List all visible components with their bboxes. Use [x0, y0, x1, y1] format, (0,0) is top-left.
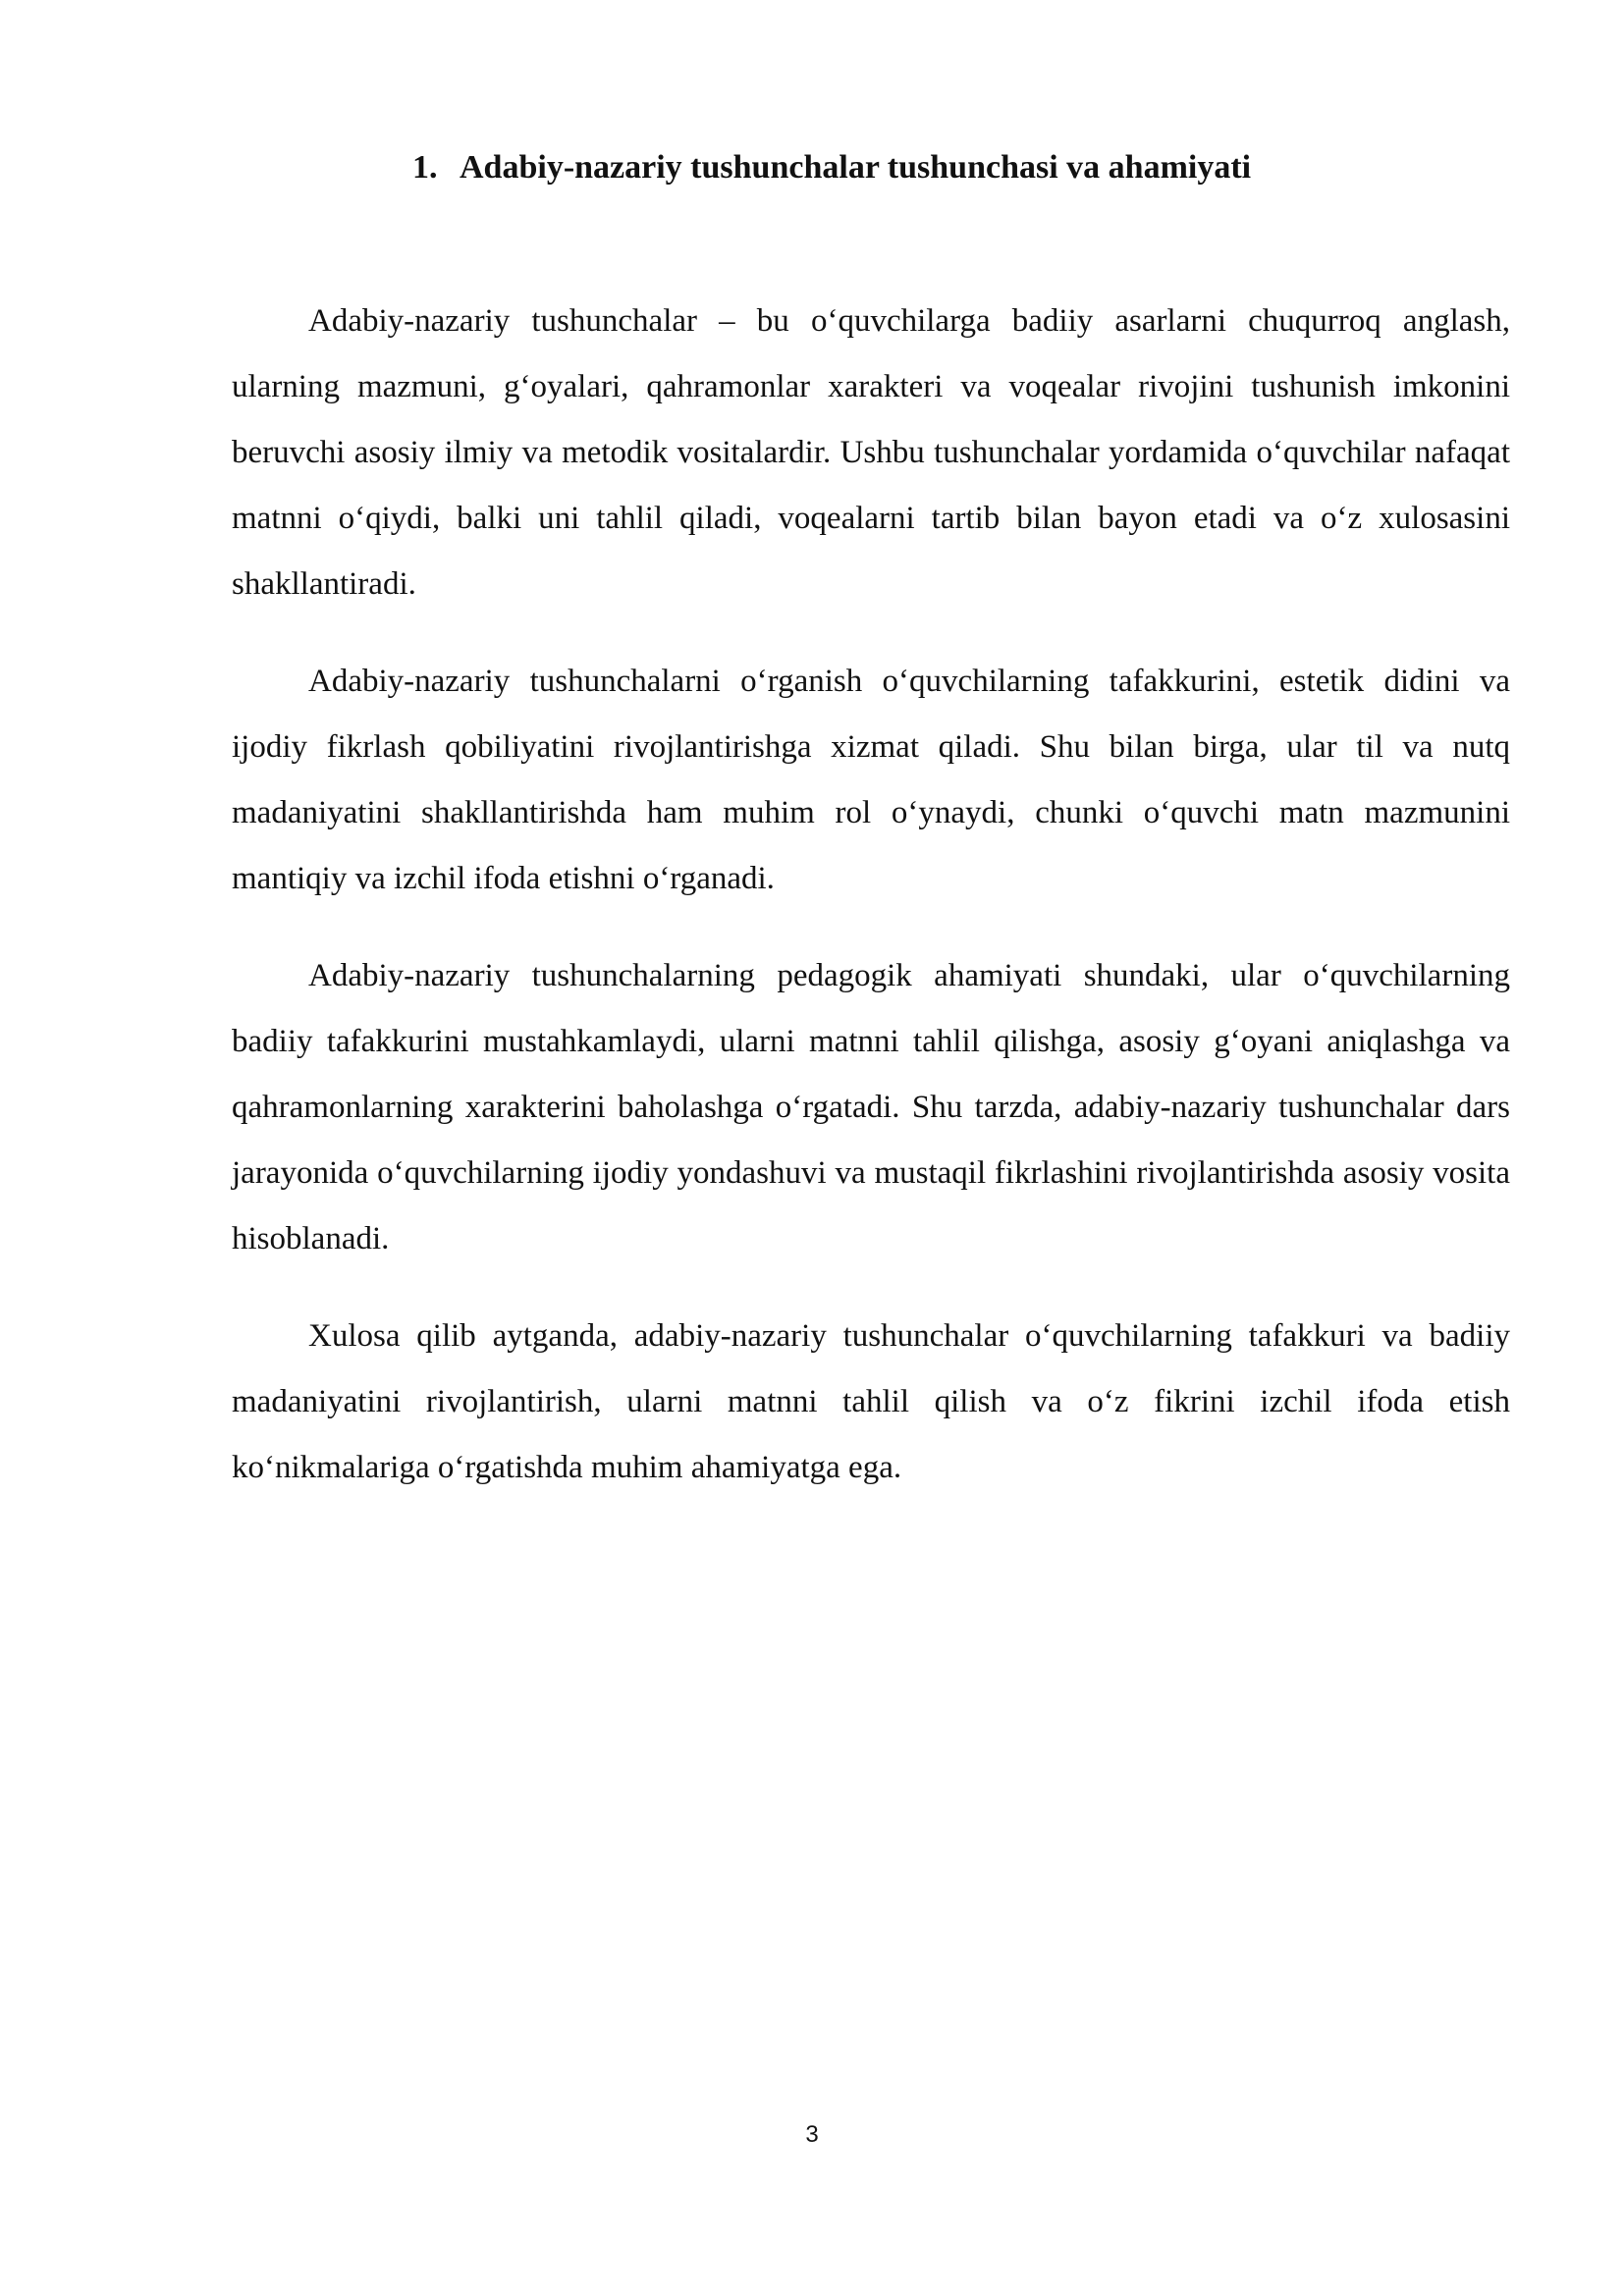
paragraph-4: Xulosa qilib aytganda, adabiy-nazariy tushunchalar o‘quvchilarning tafakkuri va badiiy madaniyatini rivojlantirish, ularni matnni tahlil qilish va o‘z fikrini izchil ifoda etish ko‘nikmalariga o‘rgatishda muhim ahamiyatga ega. — [232, 1318, 1510, 1485]
section-heading — [412, 147, 1542, 188]
paragraph-1: Adabiy-nazariy tushunchalar – bu o‘quvchilarga badiiy asarlarni chuqurroq anglash, ularning mazmuni, g‘oyalari, qahramonlar xarakteri va voqealar rivojini tushunish imkonini beruvchi asosiy ilmiy va metodik vositalardir. Ushbu tushunchalar yordamida o‘quvchilar nafaqat matnni o‘qiydi, balki uni tahlil qiladi, voqealarni tartib bilan bayon etadi va o‘z xulosasini shakllantiradi. — [232, 303, 1510, 602]
paragraph-3: Adabiy-nazariy tushunchalarning pedagogik ahamiyati shundaki, ular o‘quvchilarning badiiy tafakkurini mustahkamlaydi, ularni matnni tahlil qilishga, asosiy g‘oyani aniqlashga va qahramonlarning xarakterini baholashga o‘rgatadi. Shu tarzda, adabiy-nazariy tushunchalar dars jarayonida o‘quvchilarning ijodiy yondashuvi va mustaqil fikrlashini rivojlantirishda asosiy vosita hisoblanadi. — [232, 958, 1510, 1256]
section-number: 1. — [412, 149, 438, 186]
page-number: 3 — [805, 2121, 819, 2148]
paragraph-2: Adabiy-nazariy tushunchalarni o‘rganish o‘quvchilarning tafakkurini, estetik didini va ijodiy fikrlash qobiliyatini rivojlantirishga xizmat qiladi. Shu bilan birga, ular til va nutq madaniyatini shakllantirishda ham muhim rol o‘ynaydi, chunki o‘quvchi matn mazmunini mantiqiy va izchil ifoda etishni o‘rganadi. — [232, 664, 1510, 896]
body-text — [232, 289, 1510, 1532]
section-title: Adabiy-nazariy tushunchalar tushunchasi va ahamiyati — [460, 149, 1252, 186]
